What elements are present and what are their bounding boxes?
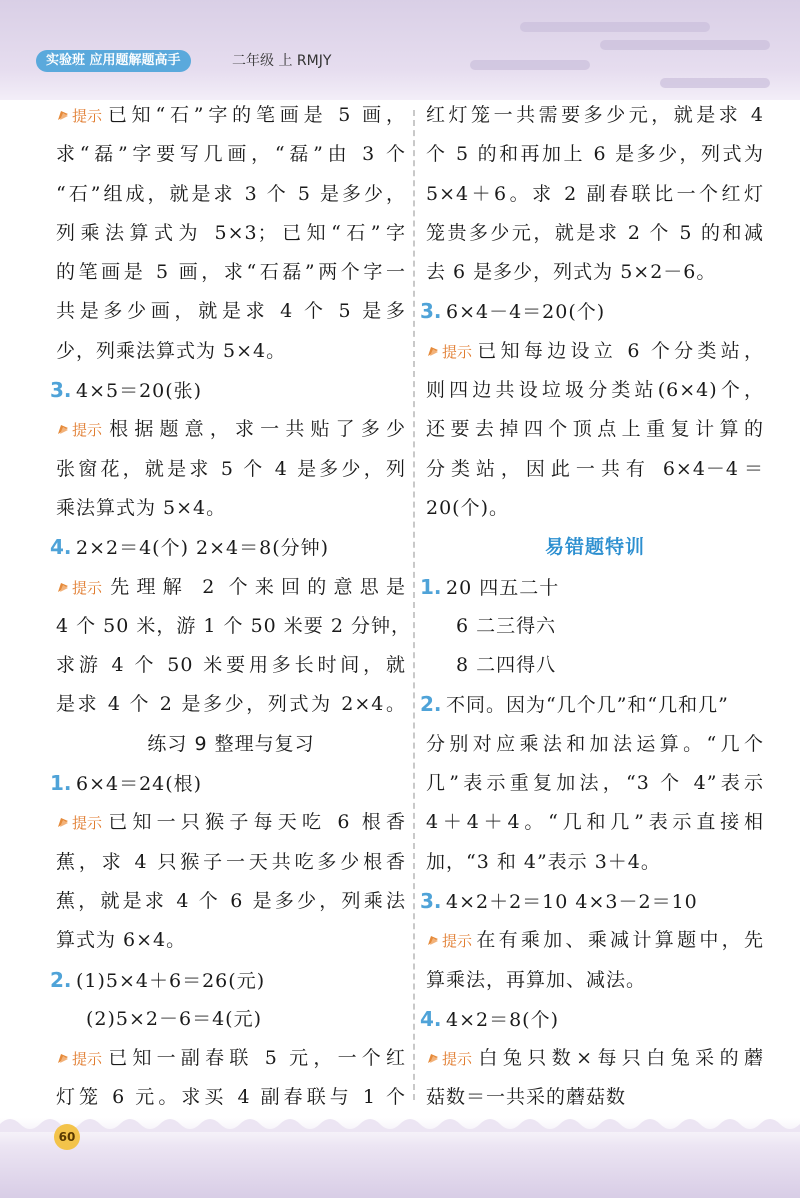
text-line: [426, 450, 764, 489]
line-text: 4×2＝8(个): [446, 1008, 560, 1031]
line-text: 2×2＝4(个) 2×4＝8(分钟): [76, 537, 330, 560]
line-text: 6 二三得六: [456, 614, 557, 637]
text-line: [56, 685, 406, 724]
text-line: [426, 764, 764, 803]
hint-label: 提示: [442, 1050, 473, 1069]
line-text: 灯笼 6 元。求买 4 副春联与 1 个: [56, 1086, 406, 1109]
hint-icon: [56, 422, 70, 436]
text-line: [56, 214, 406, 253]
text-line: [56, 921, 406, 960]
text-line: [56, 803, 406, 842]
text-line: [420, 685, 764, 724]
left-column: [50, 96, 411, 1118]
text-line: [426, 921, 764, 960]
text-line: [56, 175, 406, 214]
hint-icon: [426, 344, 440, 358]
header-decoration: [660, 78, 770, 88]
text-line: [426, 371, 764, 410]
text-line: [426, 410, 764, 449]
header-decoration: [600, 40, 770, 50]
text-line: [56, 568, 406, 607]
text-line: [50, 528, 406, 567]
section-heading: 易错题特训: [544, 536, 645, 559]
line-text: 共是多少画，就是求 4 个 5 是多: [56, 300, 406, 323]
hint-label: 提示: [72, 814, 103, 833]
text-line: [420, 568, 764, 607]
text-line: [420, 1000, 764, 1039]
line-text: 已知一只猴子每天吃 6 根香: [104, 811, 406, 834]
text-line: [56, 1000, 406, 1039]
line-text: 蕉，就是求 4 个 6 是多少，列乘法: [56, 889, 406, 912]
line-text: 笼贵多少元，就是求 2 个 5 的和减: [426, 221, 764, 244]
text-line: [56, 1039, 406, 1078]
text-line: [56, 843, 406, 882]
hint-label: 提示: [72, 107, 103, 125]
line-text: 去 6 是多少，列式为 5×2－6。: [426, 261, 717, 284]
line-text: 的笔画是 5 画，求“石磊”两个字一: [56, 261, 406, 284]
text-line: [50, 961, 406, 1000]
hint-icon: [426, 1051, 440, 1065]
line-text: 红灯笼一共需要多少元，就是求 4: [426, 104, 764, 126]
text-line: [426, 96, 764, 135]
hint-icon: [56, 580, 70, 594]
line-text: 蕉，求 4 只猴子一天共吃多少根香: [56, 850, 406, 873]
line-text: 算乘法，再算加、减法。: [426, 968, 647, 991]
text-line: [426, 214, 764, 253]
section-heading: 练习 9 整理与复习: [147, 732, 315, 755]
hint-icon: [426, 933, 440, 947]
line-text: 6×4＝24(根): [76, 773, 203, 796]
line-text: 求“磊”字要写几画，“磊”由 3 个: [56, 143, 406, 166]
line-text: 已知“石”字的笔画是 5 画，: [104, 104, 406, 126]
line-text: 几”表示重复加法，“3 个 4”表示: [426, 772, 764, 795]
hint-icon: [56, 815, 70, 829]
text-line: [56, 292, 406, 331]
line-text: 则四边共设垃圾分类站(6×4)个，: [426, 379, 764, 402]
page-header: [0, 0, 800, 100]
hint-label: 提示: [72, 578, 103, 597]
hint-icon: [56, 1051, 70, 1065]
hint-label: 提示: [442, 342, 473, 361]
text-line: [50, 371, 406, 410]
line-text: 不同。因为“几个几”和“几和几”: [446, 694, 729, 717]
line-text: 分别对应乘法和加法运算。“几个: [426, 732, 764, 755]
line-text: 5×4＋6。求 2 副春联比一个红灯: [426, 182, 764, 205]
line-text: 4＋4＋4。“几和几”表示直接相: [426, 811, 764, 834]
line-text: 4 个 50 米，游 1 个 50 米要 2 分钟，: [56, 614, 411, 637]
line-text: 个 5 的和再加上 6 是多少，列式为: [426, 143, 764, 166]
item-number: 2.: [420, 692, 442, 717]
line-text: 是求 4 个 2 是多少，列式为 2×4。: [56, 693, 406, 716]
text-line: [56, 253, 406, 292]
text-line: [426, 253, 764, 292]
line-text: (1)5×4＋6＝26(元): [76, 969, 266, 992]
line-text: (2)5×2－6＝4(元): [86, 1007, 263, 1030]
text-line: [56, 607, 411, 646]
text-line: [56, 489, 406, 528]
line-text: 求游 4 个 50 米要用多长时间，就: [56, 654, 406, 677]
line-text: 分类站，因此一共有 6×4－4＝: [426, 457, 764, 480]
item-number: 3.: [50, 378, 72, 403]
line-text: 加，“3 和 4”表示 3＋4。: [426, 850, 661, 873]
text-line: [426, 646, 764, 685]
header-decoration: [520, 22, 710, 32]
text-line: [56, 882, 406, 921]
series-badge: 实验班 应用题解题高手: [36, 50, 191, 72]
text-line: [426, 803, 764, 842]
line-text: 列乘法算式为 5×3；已知“石”字: [56, 221, 406, 244]
line-text: 还要去掉四个顶点上重复计算的: [426, 418, 764, 441]
line-text: 4×2＋2＝10 4×3－2＝10: [446, 890, 698, 913]
item-number: 3.: [420, 299, 442, 324]
right-column: [420, 96, 764, 1118]
line-text: 少，列乘法算式为 5×4。: [56, 339, 287, 362]
page-number: 60: [54, 1124, 80, 1150]
header-decoration: [470, 60, 590, 70]
text-line: [56, 450, 406, 489]
line-text: 乘法算式为 5×4。: [56, 496, 227, 519]
line-text: 菇数＝一共采的蘑菇数: [426, 1086, 627, 1109]
line-text: 白兔只数×每只白兔采的蘑: [474, 1047, 764, 1070]
line-text: 张窗花，就是求 5 个 4 是多少，列: [56, 457, 406, 480]
footer-wave-decoration: [0, 1112, 800, 1132]
item-number: 3.: [420, 888, 442, 913]
text-line: [426, 961, 764, 1000]
text-line: [426, 843, 764, 882]
column-divider: [413, 110, 415, 1100]
text-line: [426, 607, 764, 646]
hint-label: 提示: [442, 932, 473, 951]
text-line: [426, 725, 764, 764]
text-line: [420, 882, 764, 921]
text-line: [426, 135, 764, 174]
text-line: [420, 292, 764, 331]
text-line: [56, 332, 406, 371]
item-number: 1.: [50, 771, 72, 796]
item-number: 4.: [420, 1006, 442, 1031]
item-number: 1.: [420, 574, 442, 599]
line-text: 8 二四得八: [456, 654, 557, 677]
text-line: [426, 332, 764, 371]
grade-label: 二年级 上 RMJY: [232, 53, 332, 69]
line-text: 20(个)。: [426, 496, 510, 519]
item-number: 4.: [50, 535, 72, 560]
line-text: “石”组成，就是求 3 个 5 是多少，: [56, 182, 406, 205]
text-line: [426, 489, 764, 528]
hint-icon: [56, 108, 70, 122]
line-text: 已知每边设立 6 个分类站，: [474, 339, 764, 362]
line-text: 根据题意，求一共贴了多少: [104, 418, 406, 441]
hint-label: 提示: [72, 1050, 103, 1069]
text-line: [56, 646, 406, 685]
text-line: [56, 135, 406, 174]
text-line: [56, 410, 406, 449]
text-line: [56, 96, 406, 135]
text-line: [426, 1039, 764, 1078]
line-text: 已知一副春联 5 元，一个红: [104, 1047, 406, 1070]
line-text: 算式为 6×4。: [56, 929, 187, 952]
line-text: 20 四五二十: [446, 576, 560, 599]
line-text: 6×4－4＝20(个): [446, 301, 606, 324]
text-line: [426, 175, 764, 214]
text-line: [50, 764, 406, 803]
line-text: 先理解 2 个来回的意思是: [104, 575, 406, 598]
hint-label: 提示: [72, 421, 103, 440]
line-text: 在有乘加、乘减计算题中，先: [474, 929, 764, 952]
line-text: 4×5＝20(张): [76, 380, 203, 403]
item-number: 2.: [50, 967, 72, 992]
